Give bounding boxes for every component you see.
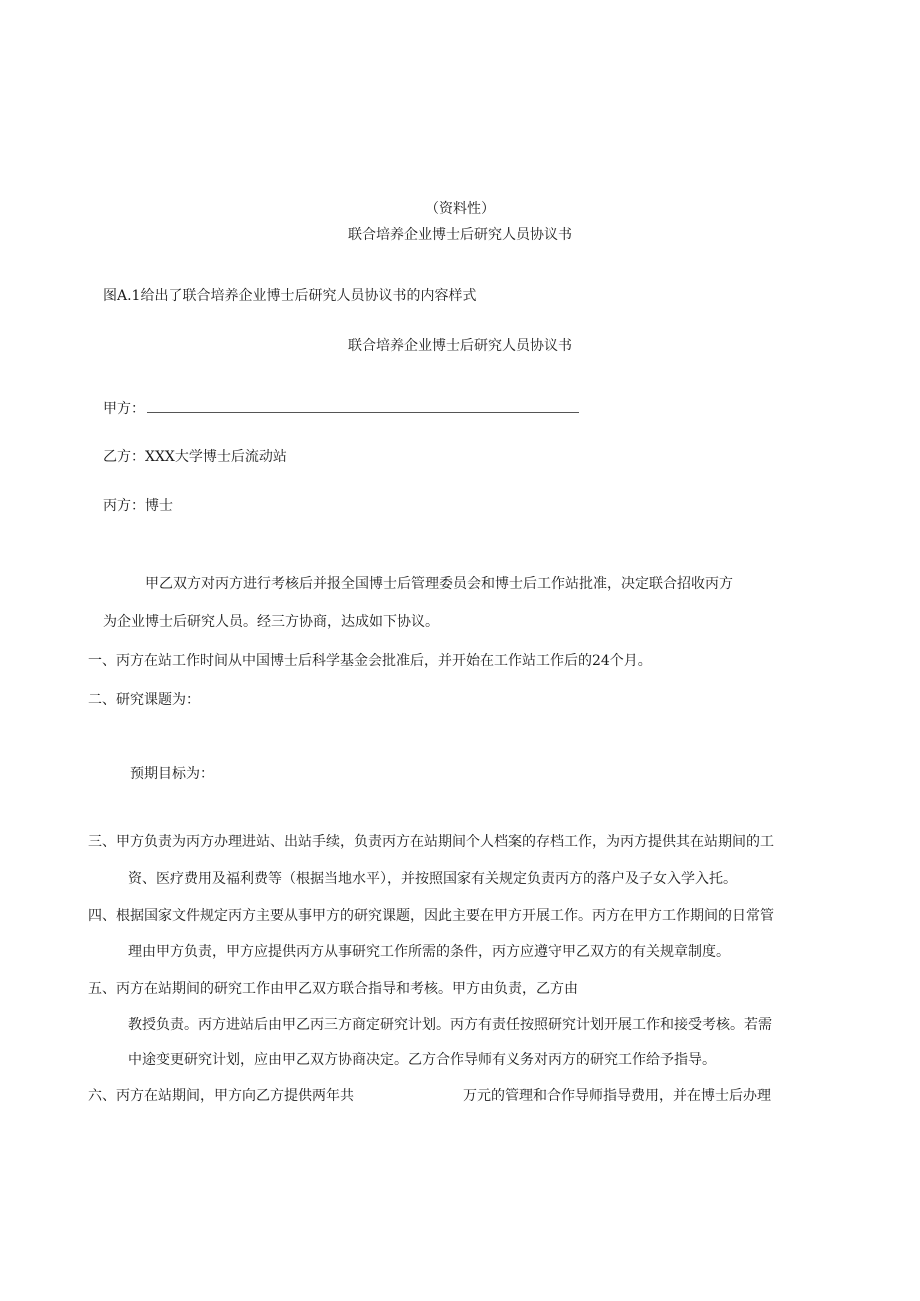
clause-6-part-2: 万元的管理和合作导师指导费用，并在博士后办理: [463, 1088, 771, 1104]
clause-2: 二、研究课题为：: [88, 692, 200, 708]
clause-4-line-2: 理由甲方负责，甲方应提供丙方从事研究工作所需的条件，丙方应遵守甲乙双方的有关规章制度。: [128, 944, 730, 960]
expected-goal: 预期目标为：: [130, 766, 214, 782]
party-a-blank: [147, 398, 579, 413]
clause-6-part-1: 六、丙方在站期间，甲方向乙方提供两年共: [88, 1088, 354, 1104]
clause-5-line-2: 教授负责。丙方进站后由甲乙丙三方商定研究计划。丙方有责任按照研究计划开展工作和接受考核。若需: [128, 1017, 772, 1033]
clause-5-line-1: 五、丙方在站期间的研究工作由甲乙双方联合指导和考核。甲方由负责，乙方由: [88, 981, 578, 997]
clause-3-line-1: 三、甲方负责为丙方办理进站、出站手续，负责丙方在站期间个人档案的存档工作，为丙方提供其在站期间的工: [88, 834, 774, 850]
intro-text: 图A.1给出了联合培养企业博士后研究人员协议书的内容样式: [103, 288, 477, 304]
clause-5-line-3: 中途变更研究计划，应由甲乙双方协商决定。乙方合作导师有义务对丙方的研究工作给予指导。: [128, 1052, 716, 1068]
clause-4-line-1: 四、根据国家文件规定丙方主要从事甲方的研究课题，因此主要在甲方开展工作。丙方在甲方工作期间的日常管: [88, 908, 774, 924]
document-title: 联合培养企业博士后研究人员协议书: [348, 338, 572, 354]
preamble-line-1: 甲乙双方对丙方进行考核后并报全国博士后管理委员会和博士后工作站批准，决定联合招收丙方: [145, 576, 733, 592]
clause-1: 一、丙方在站工作时间从中国博士后科学基金会批准后，并开始在工作站工作后的24个月。: [88, 653, 652, 669]
party-a: [103, 398, 579, 419]
appendix-title: 联合培养企业博士后研究人员协议书: [348, 227, 572, 243]
party-b: 乙方：XXX大学博士后流动站: [103, 449, 287, 465]
party-c: 丙方：博士: [103, 498, 173, 514]
appendix-note: （资料性）: [425, 201, 495, 217]
party-a-label: 甲方：: [103, 401, 145, 417]
clause-3-line-2: 资、医疗费用及福利费等（根据当地水平），并按照国家有关规定负责丙方的落户及子女入学入托。: [128, 871, 737, 887]
preamble-line-2: 为企业博士后研究人员。经三方协商，达成如下协议。: [103, 614, 439, 630]
